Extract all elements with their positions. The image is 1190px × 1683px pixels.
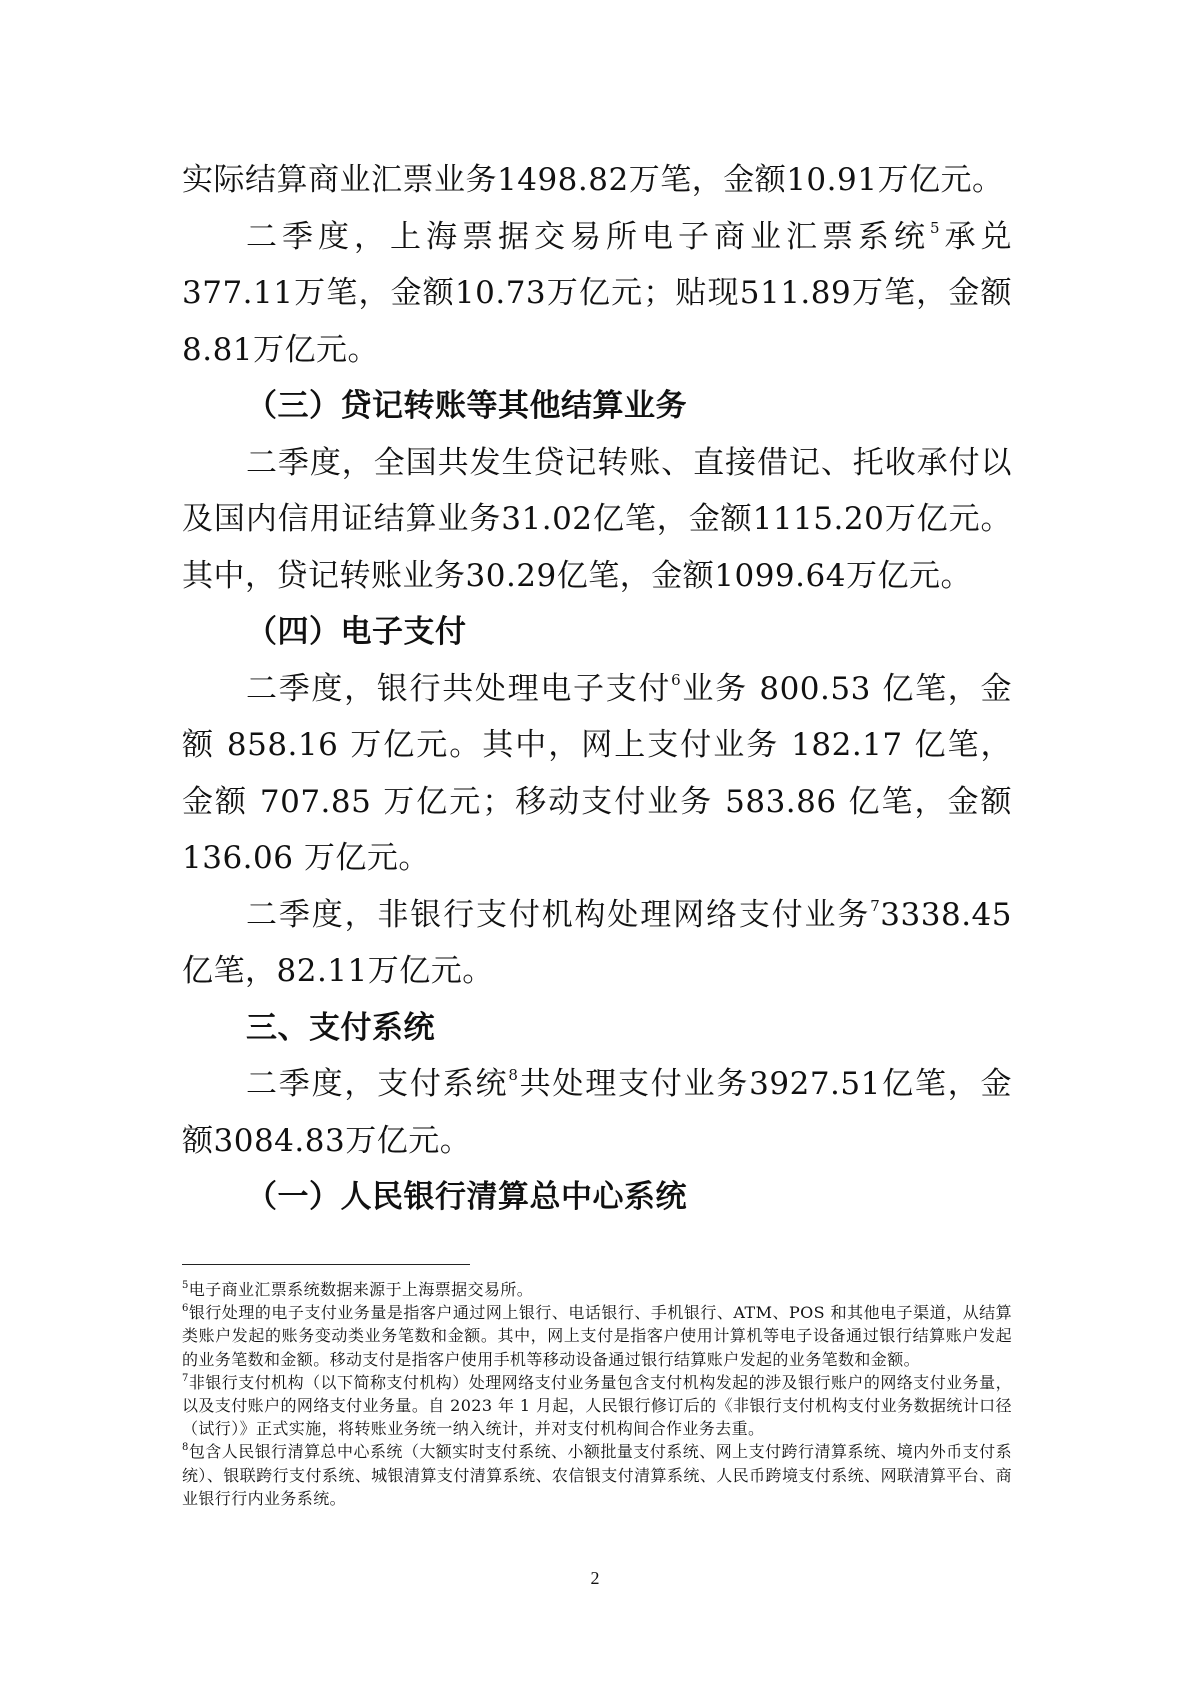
paragraph-commercial-bills — [182, 209, 1012, 379]
section-heading-payment-systems: 三、支付系统 — [246, 1009, 435, 1046]
footnotes — [182, 1278, 1012, 1510]
paragraph-text: 3338.45亿笔，82.11万亿元。 — [182, 896, 1012, 989]
paragraph-text: 共处理支付业务3927.51亿笔，金额3084.83万亿元。 — [182, 1066, 1013, 1159]
footnote-ref-7[interactable]: 7 — [870, 896, 881, 915]
paragraph-text: 二季度，非银行支付机构处理网络支付业务 — [246, 896, 871, 933]
section-heading-other-settlement: （三）贷记转账等其他结算业务 — [246, 388, 687, 424]
paragraph-text: 二季度，上海票据交易所电子商业汇票系统 — [246, 218, 930, 255]
footnote-mark: 5 — [182, 1280, 189, 1291]
footnote-text: 非银行支付机构（以下简称支付机构）处理网络支付业务量包含支付机构发起的涉及银行账户的网络支付业务量，以及支付账户的网络支付业务量。自 2023 年 1 月起，人民银行修订后的《非银行支付机构支付业务数据统计口径（试行）》正式实施，将转账业务统一纳入统计，并对支付机构间合作业务去重。 — [182, 1372, 1012, 1439]
footnote-7 — [182, 1371, 1012, 1441]
footnote-divider — [182, 1264, 470, 1265]
paragraph-text: 二季度，支付系统 — [246, 1066, 509, 1102]
paragraph-text: 业务 800.53 亿笔，金额 858.16 万亿元。其中，网上支付业务 182.17 亿笔，金额 707.85 万亿元；移动支付业务 583.86 亿笔，金额 136.06 万亿元。 — [182, 670, 1012, 876]
section-heading-clearing-center: （一）人民银行清算总中心系统 — [246, 1179, 687, 1215]
footnote-text: 电子商业汇票系统数据来源于上海票据交易所。 — [188, 1280, 534, 1299]
paragraph-nonbank-payment — [182, 887, 1012, 1000]
footnote-ref-6[interactable]: 6 — [671, 670, 682, 689]
footnote-mark: 7 — [182, 1372, 189, 1384]
footnote-6 — [182, 1301, 1012, 1371]
body-text — [182, 152, 1012, 1226]
footnote-ref-5[interactable]: 5 — [929, 218, 941, 237]
paragraph-payment-systems — [182, 1056, 1012, 1169]
footnote-text: 银行处理的电子支付业务量是指客户通过网上银行、电话银行、手机银行、ATM、POS 和其他电子渠道，从结算类账户发起的账务变动类业务笔数和金额。其中，网上支付是指客户使用计算机等电子设备通过银行结算账户发起的业务笔数和金额。移动支付是指客户使用手机等移动设备通过银行结算账户发起的业务笔数和金额。 — [182, 1303, 1012, 1369]
footnote-text: 包含人民银行清算总中心系统（大额实时支付系统、小额批量支付系统、网上支付跨行清算系统、境内外币支付系统）、银联跨行支付系统、城银清算支付清算系统、农信银支付清算系统、人民币跨境支付系统、网联清算平台、商业银行行内业务系统。 — [182, 1442, 1012, 1508]
paragraph-credit-transfer: 二季度，全国共发生贷记转账、直接借记、托收承付以及国内信用证结算业务31.02亿笔，金额1115.20万亿元。其中，贷记转账业务30.29亿笔，金额1099.64万亿元。 — [182, 444, 1012, 594]
section-heading-electronic-payment: （四）电子支付 — [246, 614, 467, 650]
footnote-mark: 6 — [182, 1303, 189, 1315]
footnote-5 — [182, 1278, 1012, 1301]
footnote-8 — [182, 1440, 1012, 1510]
paragraph-text: 承兑377.11万笔，金额10.73万亿元；贴现511.89万笔，金额8.81万亿元。 — [182, 218, 1013, 368]
footnote-ref-8[interactable]: 8 — [508, 1066, 519, 1084]
paragraph-bank-electronic-payment — [182, 661, 1012, 887]
paragraph-text: 二季度，银行共处理电子支付 — [246, 670, 672, 707]
paragraph-continued: 实际结算商业汇票业务1498.82万笔，金额10.91万亿元。 — [182, 162, 1004, 198]
page-number: 2 — [590, 1568, 600, 1588]
footnote-mark: 8 — [182, 1442, 189, 1454]
